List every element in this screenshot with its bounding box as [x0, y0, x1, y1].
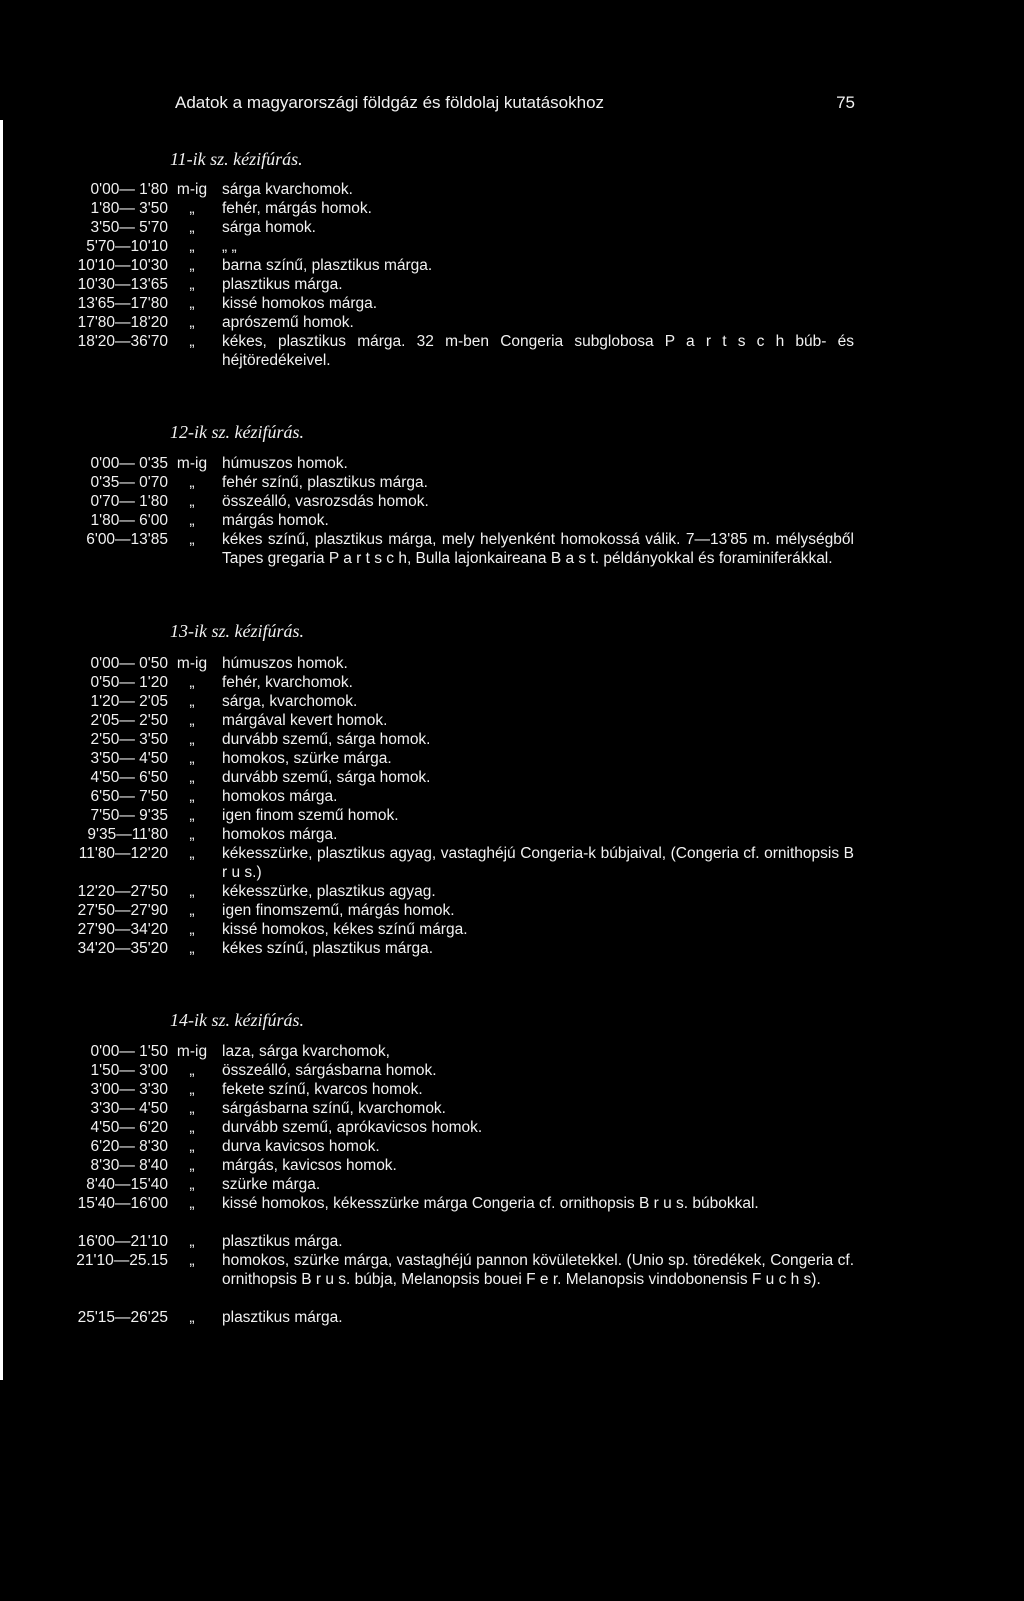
log-row	[0, 844, 1024, 882]
depth-unit: „	[189, 1119, 195, 1136]
depth-unit: „	[189, 257, 195, 274]
layer-description: homokos márga.	[222, 826, 338, 843]
log-row	[0, 730, 1024, 749]
layer-description: plasztikus márga.	[222, 276, 343, 293]
layer-description: kékesszürke, plasztikus agyag, vastaghéjú Congeria-k búbjaival, (Congeria cf. ornithopsis B r u s.)	[222, 845, 854, 881]
layer-description: sárga, kvarchomok.	[222, 693, 358, 710]
depth-range: 5'70—10'10	[86, 238, 168, 255]
depth-range: 8'30— 8'40	[90, 1157, 168, 1174]
log-row	[0, 1251, 1024, 1308]
layer-description: sárgásbarna színű, kvarchomok.	[222, 1100, 446, 1117]
log-row	[0, 1061, 1024, 1080]
log-row	[0, 492, 1024, 511]
log-row	[0, 673, 1024, 692]
layer-description: márgával kevert homok.	[222, 712, 388, 729]
layer-description: durvább szemű, sárga homok.	[222, 769, 431, 786]
log-row	[0, 1175, 1024, 1194]
layer-description: fehér színű, plasztikus márga.	[222, 474, 428, 491]
depth-unit: m-ig	[176, 181, 208, 198]
log-row	[0, 199, 1024, 218]
layer-description: fehér, márgás homok.	[222, 200, 372, 217]
depth-unit: „	[189, 474, 195, 491]
depth-range: 13'65—17'80	[77, 295, 168, 312]
log-row	[0, 294, 1024, 313]
depth-unit: „	[189, 674, 195, 691]
depth-unit: „	[189, 1100, 195, 1117]
log-row	[0, 920, 1024, 939]
log-row	[0, 749, 1024, 768]
depth-range: 0'35— 0'70	[90, 474, 168, 491]
depth-unit: m-ig	[176, 455, 208, 472]
log-row	[0, 511, 1024, 530]
depth-unit: „	[189, 769, 195, 786]
depth-range: 1'20— 2'05	[90, 693, 168, 710]
depth-unit: m-ig	[176, 1043, 208, 1060]
depth-range: 27'90—34'20	[77, 921, 168, 938]
depth-unit: „	[189, 921, 195, 938]
depth-range: 2'50— 3'50	[90, 731, 168, 748]
depth-range: 34'20—35'20	[77, 940, 168, 957]
depth-unit: „	[189, 1195, 195, 1212]
layer-description: kissé homokos, kékes színű márga.	[222, 921, 468, 938]
depth-range: 4'50— 6'20	[90, 1119, 168, 1136]
log-row	[0, 1232, 1024, 1251]
depth-unit: „	[189, 1233, 195, 1250]
layer-description: plasztikus márga.	[222, 1309, 343, 1326]
depth-unit: „	[189, 1157, 195, 1174]
depth-unit: „	[189, 512, 195, 529]
depth-range: 12'20—27'50	[77, 883, 168, 900]
depth-range: 3'30— 4'50	[90, 1100, 168, 1117]
log-row	[0, 654, 1024, 673]
log-row	[0, 256, 1024, 275]
layer-description: „ „	[222, 238, 237, 255]
layer-description: igen finomszemű, márgás homok.	[222, 902, 455, 919]
depth-range: 0'00— 1'50	[90, 1043, 168, 1060]
layer-description: kékes, plasztikus márga. 32 m-ben Congeria subglobosa P a r t s c h búb- és héjtöredékeivel.	[222, 333, 854, 369]
layer-description: kissé homokos márga.	[222, 295, 378, 312]
depth-unit: „	[189, 295, 195, 312]
layer-description: összeálló, sárgásbarna homok.	[222, 1062, 437, 1079]
depth-unit: „	[189, 1309, 195, 1326]
log-row	[0, 332, 1024, 370]
depth-range: 3'00— 3'30	[90, 1081, 168, 1098]
depth-range: 15'40—16'00	[77, 1195, 168, 1212]
section-title: 13-ik sz. kézifúrás.	[170, 621, 304, 641]
log-row	[0, 825, 1024, 844]
depth-range: 3'50— 5'70	[90, 219, 168, 236]
depth-unit: „	[189, 940, 195, 957]
log-row	[0, 1118, 1024, 1137]
log-row	[0, 939, 1024, 958]
layer-description: kékes színű, plasztikus márga, mely helyenként homokossá válik. 7—13'85 m. mélységből Tapes gregaria P a r t s c h, Bulla lajonkaireana B a s t. példányokkal és foraminiferákkal.	[222, 531, 854, 567]
layer-description: plasztikus márga.	[222, 1233, 343, 1250]
log-row	[0, 882, 1024, 901]
depth-unit: „	[189, 200, 195, 217]
depth-unit: „	[189, 219, 195, 236]
layer-description: sárga homok.	[222, 219, 316, 236]
layer-description: húmuszos homok.	[222, 655, 348, 672]
log-row	[0, 218, 1024, 237]
depth-range: 2'05— 2'50	[90, 712, 168, 729]
depth-unit: „	[189, 1081, 195, 1098]
log-row	[0, 454, 1024, 473]
running-header	[175, 93, 855, 112]
depth-range: 0'00— 0'50	[90, 655, 168, 672]
depth-range: 10'30—13'65	[77, 276, 168, 293]
layer-description: igen finom szemű homok.	[222, 807, 399, 824]
header-title: Adatok a magyarországi földgáz és földolaj kutatásokhoz	[175, 93, 605, 112]
layer-description: durvább szemű, sárga homok.	[222, 731, 431, 748]
log-row	[0, 237, 1024, 256]
log-table	[0, 180, 1024, 370]
layer-description: fehér, kvarchomok.	[222, 674, 353, 691]
log-row	[0, 806, 1024, 825]
depth-range: 11'80—12'20	[78, 845, 168, 862]
layer-description: barna színű, plasztikus márga.	[222, 257, 433, 274]
depth-range: 6'50— 7'50	[90, 788, 168, 805]
depth-unit: „	[189, 238, 195, 255]
log-row	[0, 711, 1024, 730]
depth-unit: „	[189, 826, 195, 843]
depth-unit: „	[189, 807, 195, 824]
depth-unit: „	[189, 1176, 195, 1193]
log-table	[0, 1042, 1024, 1327]
depth-range: 9'35—11'80	[87, 826, 168, 843]
layer-description: homokos, szürke márga.	[222, 750, 392, 767]
log-row	[0, 768, 1024, 787]
depth-range: 1'50— 3'00	[90, 1062, 168, 1079]
depth-unit: „	[189, 712, 195, 729]
layer-description: márgás homok.	[222, 512, 329, 529]
depth-range: 1'80— 6'00	[90, 512, 168, 529]
depth-range: 8'40—15'40	[86, 1176, 168, 1193]
depth-unit: „	[189, 314, 195, 331]
log-row	[0, 473, 1024, 492]
depth-unit: m-ig	[176, 655, 208, 672]
layer-description: kissé homokos, kékesszürke márga Congeria cf. ornithopsis B r u s. búbokkal.	[222, 1195, 759, 1212]
log-row	[0, 1099, 1024, 1118]
log-row	[0, 313, 1024, 332]
depth-unit: „	[189, 276, 195, 293]
depth-unit: „	[189, 750, 195, 767]
layer-description: homokos márga.	[222, 788, 338, 805]
depth-range: 3'50— 4'50	[90, 750, 168, 767]
layer-description: kékesszürke, plasztikus agyag.	[222, 883, 436, 900]
layer-description: laza, sárga kvarchomok,	[222, 1043, 390, 1060]
layer-description: durva kavicsos homok.	[222, 1138, 380, 1155]
depth-range: 0'00— 0'35	[90, 455, 168, 472]
section-title: 11-ik sz. kézifúrás.	[170, 149, 303, 169]
layer-description: szürke márga.	[222, 1176, 321, 1193]
depth-range: 0'70— 1'80	[90, 493, 168, 510]
log-row	[0, 180, 1024, 199]
depth-unit: „	[189, 531, 195, 548]
log-row	[0, 1080, 1024, 1099]
log-row	[0, 530, 1024, 587]
depth-unit: „	[189, 1252, 195, 1269]
layer-description: sárga kvarchomok.	[222, 181, 353, 198]
depth-unit: „	[189, 493, 195, 510]
depth-unit: „	[189, 902, 195, 919]
layer-description: húmuszos homok.	[222, 455, 348, 472]
depth-unit: „	[189, 333, 195, 350]
depth-range: 6'00—13'85	[86, 531, 168, 548]
depth-range: 21'10—25.15	[76, 1252, 168, 1269]
log-row	[0, 1137, 1024, 1156]
depth-range: 0'00— 1'80	[90, 181, 168, 198]
log-table	[0, 454, 1024, 587]
depth-range: 7'50— 9'35	[90, 807, 168, 824]
log-row	[0, 1194, 1024, 1232]
depth-range: 17'80—18'20	[77, 314, 168, 331]
depth-range: 25'15—26'25	[77, 1309, 168, 1326]
log-table	[0, 654, 1024, 958]
depth-range: 18'20—36'70	[77, 333, 168, 350]
depth-range: 4'50— 6'50	[90, 769, 168, 786]
depth-unit: „	[189, 693, 195, 710]
page-number: 75	[836, 93, 855, 112]
layer-description: durvább szemű, aprókavicsos homok.	[222, 1119, 483, 1136]
layer-description: kékes színű, plasztikus márga.	[222, 940, 434, 957]
log-row	[0, 1308, 1024, 1327]
layer-description: homokos, szürke márga, vastaghéjú pannon kövületekkel. (Unio sp. töredékek, Congeria cf. ornithopsis B r u s. búbja, Melanopsis bouei F e r. Melanopsis vindobonensis F u c h s).	[222, 1252, 854, 1288]
layer-description: aprószemű homok.	[222, 314, 354, 331]
depth-unit: „	[189, 788, 195, 805]
depth-range: 27'50—27'90	[77, 902, 168, 919]
layer-description: fekete színű, kvarcos homok.	[222, 1081, 423, 1098]
depth-unit: „	[189, 883, 195, 900]
layer-description: márgás, kavicsos homok.	[222, 1157, 397, 1174]
section-title: 12-ik sz. kézifúrás.	[170, 422, 304, 442]
depth-range: 1'80— 3'50	[90, 200, 168, 217]
log-row	[0, 901, 1024, 920]
depth-range: 6'20— 8'30	[90, 1138, 168, 1155]
log-row	[0, 1042, 1024, 1061]
log-row	[0, 787, 1024, 806]
depth-unit: „	[189, 731, 195, 748]
layer-description: összeálló, vasrozsdás homok.	[222, 493, 429, 510]
depth-range: 16'00—21'10	[77, 1233, 168, 1250]
depth-unit: „	[189, 1062, 195, 1079]
depth-unit: „	[189, 1138, 195, 1155]
depth-range: 10'10—10'30	[77, 257, 168, 274]
depth-unit: „	[189, 845, 195, 862]
log-row	[0, 275, 1024, 294]
log-row	[0, 1156, 1024, 1175]
log-row	[0, 692, 1024, 711]
depth-range: 0'50— 1'20	[90, 674, 168, 691]
section-title: 14-ik sz. kézifúrás.	[170, 1010, 304, 1030]
